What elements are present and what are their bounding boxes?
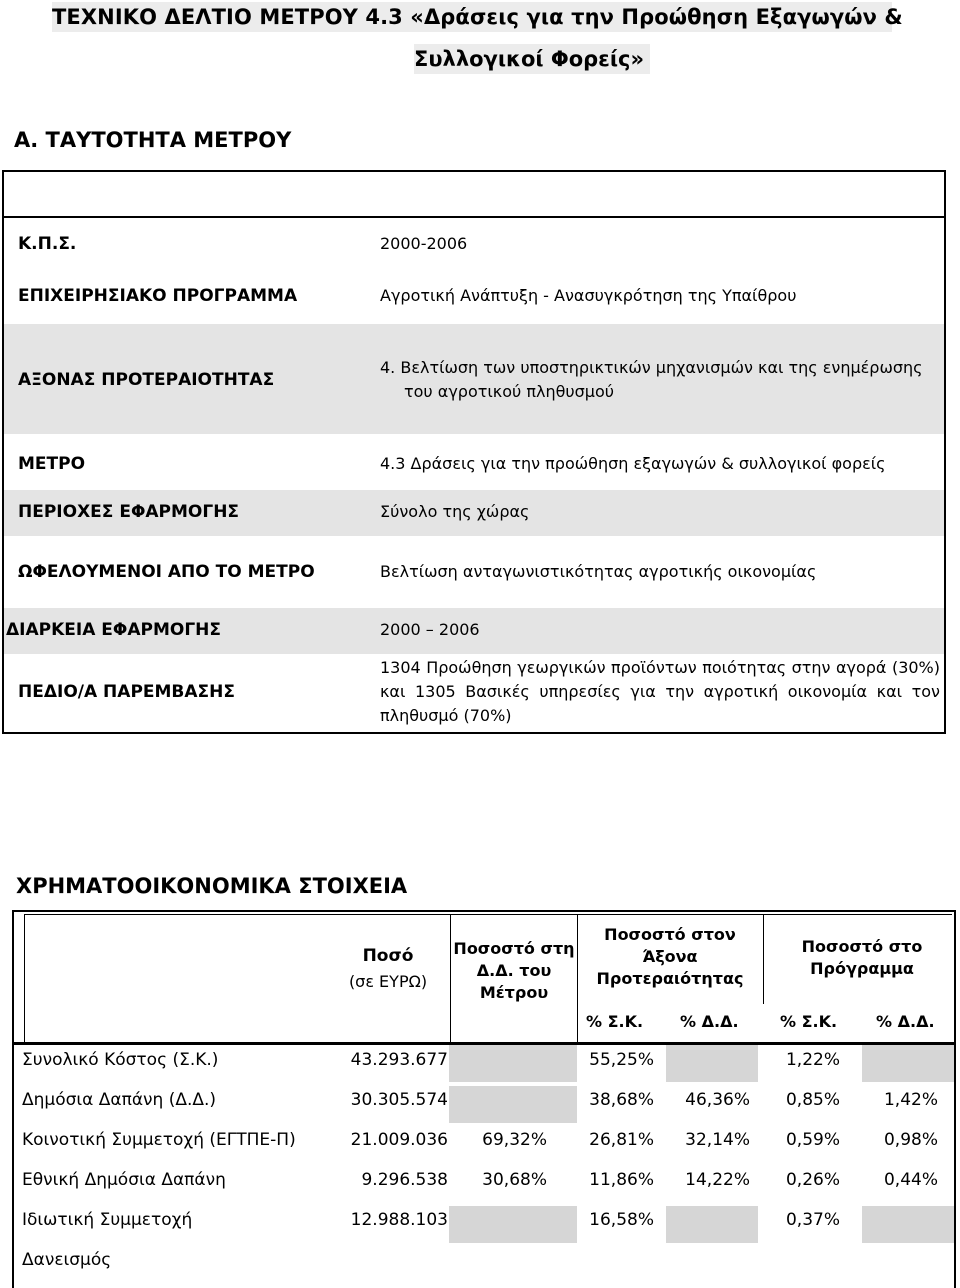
beneficiaries-label: ΩΦΕΛΟΥΜΕΝΟΙ ΑΠΟ ΤΟ ΜΕΤΡΟ bbox=[18, 562, 315, 582]
col-amount-header: Ποσό bbox=[362, 946, 414, 966]
finance-row-label: Ιδιωτική Συμμετοχή bbox=[22, 1210, 193, 1230]
finance-cell-pct-dd: 69,32% bbox=[482, 1130, 547, 1150]
sub-axis-sk: % Σ.Κ. bbox=[586, 1012, 644, 1031]
sub-program-sk: % Σ.Κ. bbox=[780, 1012, 838, 1031]
finance-cell-program-sk: 0,26% bbox=[785, 1170, 840, 1190]
finance-cell-axis-sk: 26,81% bbox=[589, 1130, 654, 1150]
finance-cell-amount: 9.296.538 bbox=[361, 1170, 448, 1190]
section-a-heading: Α. ΤΑΥΤΟΤΗΤΑ ΜΕΤΡΟΥ bbox=[14, 128, 292, 152]
col-axis-header: Ποσοστό στον Άξονα Προτεραιότητας bbox=[596, 925, 744, 988]
duration-label: ΔΙΑΡΚΕΙΑ ΕΦΑΡΜΟΓΗΣ bbox=[6, 620, 222, 640]
header-divider-3 bbox=[763, 914, 764, 1004]
finance-cell-axis-sk: 11,86% bbox=[589, 1170, 654, 1190]
finance-cell-amount: 43.293.677 bbox=[350, 1050, 448, 1070]
finance-cell-pct-dd: 30,68% bbox=[482, 1170, 547, 1190]
field-value: 1304 Προώθηση γεωργικών προϊόντων ποιότητας στην αγορά (30%) και 1305 Βασικές υπηρεσίες για την αγροτική οικονομία και τον πληθυσμό (70%) bbox=[380, 658, 940, 725]
finance-cell-axis-dd: 14,22% bbox=[685, 1170, 750, 1190]
program-label: ΕΠΙΧΕΙΡΗΣΙΑΚΟ ΠΡΟΓΡΑΜΜΑ bbox=[18, 286, 298, 306]
row-duration bbox=[4, 608, 944, 654]
border-top bbox=[12, 910, 956, 912]
areas-label: ΠΕΡΙΟΧΕΣ ΕΦΑΡΜΟΓΗΣ bbox=[18, 502, 240, 522]
finance-cell-axis-dd: 46,36% bbox=[685, 1090, 750, 1110]
field-label: ΠΕΔΙΟ/Α ΠΑΡΕΜΒΑΣΗΣ bbox=[18, 682, 235, 702]
identity-table-header-strip bbox=[4, 172, 944, 218]
finance-cell-axis-sk: 16,58% bbox=[589, 1210, 654, 1230]
finance-cell-axis-sk: 38,68% bbox=[589, 1090, 654, 1110]
header-bottom-rule bbox=[14, 1042, 954, 1045]
sub-axis-dd: % Δ.Δ. bbox=[680, 1012, 739, 1031]
col-program-header: Ποσοστό στο Πρόγραμμα bbox=[801, 937, 923, 978]
axis-value-line1: 4. Βελτίωση των υποστηρικτικών μηχανισμών και της ενημέρωσης bbox=[380, 358, 923, 377]
row-axis bbox=[4, 324, 944, 434]
finance-cell-program-sk: 1,22% bbox=[785, 1050, 840, 1070]
shade-prog-dd-row5 bbox=[862, 1206, 956, 1243]
measure-label: ΜΕΤΡΟ bbox=[18, 454, 86, 474]
shade-prog-dd-row1 bbox=[862, 1045, 956, 1082]
measure-value: 4.3 Δράσεις για την προώθηση εξαγωγών & συλλογικοί φορείς bbox=[380, 454, 886, 473]
program-value: Αγροτική Ανάπτυξη - Ανασυγκρότηση της Υπαίθρου bbox=[380, 286, 797, 305]
finance-cell-amount: 30.305.574 bbox=[350, 1090, 448, 1110]
row-field bbox=[4, 654, 944, 732]
duration-value: 2000 – 2006 bbox=[380, 620, 480, 639]
section-b-heading: ΧΡΗΜΑΤΟΟΙΚΟΝΟΜΙΚΑ ΣΤΟΙΧΕΙΑ bbox=[16, 874, 408, 898]
finance-row-label: Κοινοτική Συμμετοχή (ΕΓΤΠΕ-Π) bbox=[22, 1130, 296, 1150]
inner-left-line bbox=[24, 914, 25, 1044]
finance-row-label: Συνολικό Κόστος (Σ.Κ.) bbox=[22, 1050, 219, 1070]
border-right bbox=[954, 910, 956, 1288]
inner-top-line bbox=[24, 914, 952, 915]
finance-cell-amount: 21.009.036 bbox=[350, 1130, 448, 1150]
finance-cell-program-sk: 0,85% bbox=[785, 1090, 840, 1110]
finance-cell-axis-sk: 55,25% bbox=[589, 1050, 654, 1070]
areas-value: Σύνολο της χώρας bbox=[380, 502, 530, 521]
identity-table bbox=[2, 170, 946, 734]
finance-cell-program-sk: 0,59% bbox=[785, 1130, 840, 1150]
finance-row-label: Δημόσια Δαπάνη (Δ.Δ.) bbox=[22, 1090, 217, 1110]
finance-cell-program-dd: 0,98% bbox=[883, 1130, 938, 1150]
document-title-line2: Συλλογικοί Φορείς» bbox=[414, 44, 650, 74]
finance-table bbox=[12, 910, 956, 1288]
finance-row-label: Εθνική Δημόσια Δαπάνη bbox=[22, 1170, 226, 1190]
finance-row-label: Δανεισμός bbox=[22, 1250, 112, 1270]
row-measure bbox=[4, 434, 944, 490]
axis-value-line2: του αγροτικού πληθυσμού bbox=[404, 382, 614, 401]
border-left bbox=[12, 910, 14, 1288]
row-areas bbox=[4, 490, 944, 536]
axis-label: ΑΞΟΝΑΣ ΠΡΟΤΕΡΑΙΟΤΗΤΑΣ bbox=[18, 370, 275, 390]
finance-cell-amount: 12.988.103 bbox=[350, 1210, 448, 1230]
col-amount-unit: (σε ΕΥΡΩ) bbox=[348, 972, 428, 991]
document-title-line1: ΤΕΧΝΙΚΟ ΔΕΛΤΙΟ ΜΕΤΡΟΥ 4.3 «Δράσεις για την Προώθηση Εξαγωγών & bbox=[52, 2, 892, 32]
col-pct-dd-header: Ποσοστό στη Δ.Δ. του Μέτρου bbox=[453, 939, 575, 1002]
row-beneficiaries bbox=[4, 536, 944, 608]
finance-cell-program-sk: 0,37% bbox=[785, 1210, 840, 1230]
kps-value: 2000-2006 bbox=[380, 234, 468, 253]
row-kps-program bbox=[4, 220, 944, 320]
finance-cell-program-dd: 0,44% bbox=[883, 1170, 938, 1190]
sub-program-dd: % Δ.Δ. bbox=[876, 1012, 935, 1031]
finance-cell-axis-dd: 32,14% bbox=[685, 1130, 750, 1150]
kps-label: Κ.Π.Σ. bbox=[18, 234, 77, 254]
finance-cell-program-dd: 1,42% bbox=[883, 1090, 938, 1110]
beneficiaries-value: Βελτίωση ανταγωνιστικότητας αγροτικής οικονομίας bbox=[380, 562, 817, 581]
